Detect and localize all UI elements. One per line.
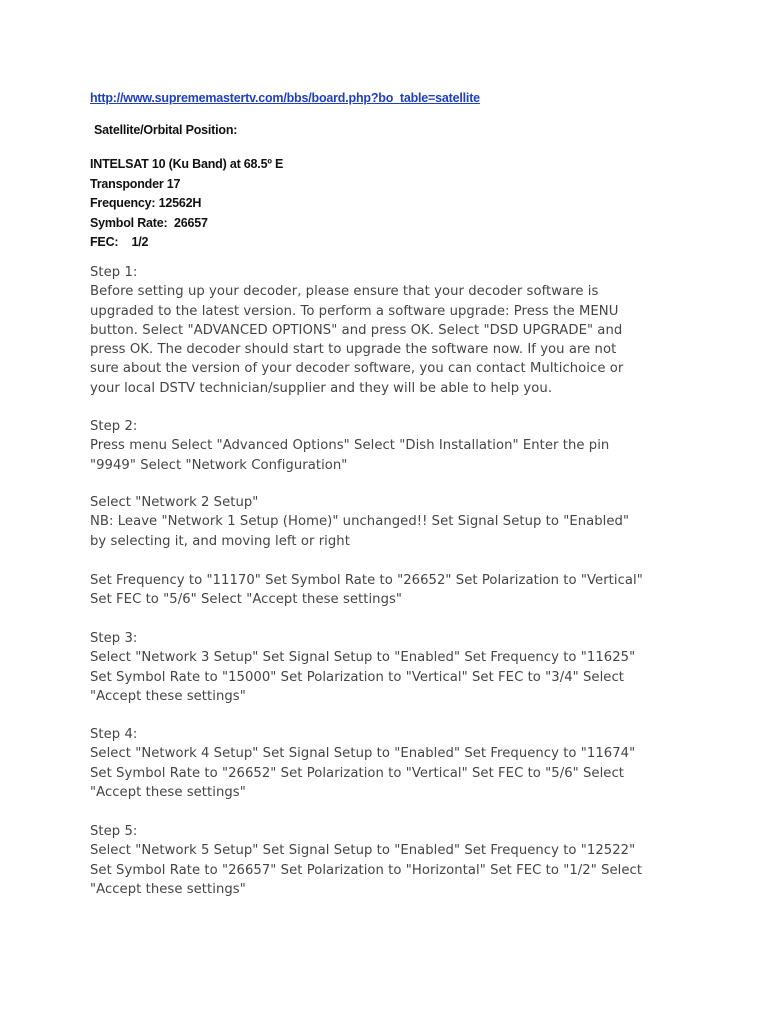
paragraph-line: Select "Network 3 Setup" Set Signal Setup to "Enabled" Set Frequency to "11625" [90, 650, 636, 666]
paragraph-line: Set Symbol Rate to "15000" Set Polarization to "Vertical" Set FEC to "3/4" Select [90, 669, 624, 685]
paragraph-line: by selecting it, and moving left or right [90, 533, 350, 549]
satellite-name: INTELSAT 10 (Ku Band) at 68.5º E [90, 157, 284, 171]
paragraph-line: your local DSTV technician/supplier and they will be able to help you. [90, 380, 553, 396]
step-3-title: Step 3: [90, 631, 138, 646]
paragraph-line: "Accept these settings" [90, 881, 246, 897]
paragraph-line: "Accept these settings" [90, 784, 246, 800]
step-3-paragraph [90, 629, 635, 706]
step-4-title: Step 4: [90, 727, 138, 742]
network-2-settings-paragraph [90, 571, 643, 610]
paragraph-line: Set FEC to "5/6" Select "Accept these settings" [90, 592, 403, 608]
paragraph-line: Before setting up your decoder, please ensure that your decoder software is [90, 284, 599, 300]
step-1-title: Step 1: [90, 265, 138, 280]
paragraph-line: Select "Network 5 Setup" Set Signal Setup to "Enabled" Set Frequency to "12522" [90, 843, 636, 859]
fec: FEC: 1/2 [90, 235, 149, 249]
step-5-paragraph [90, 822, 642, 899]
paragraph-line: Select "Network 2 Setup" [90, 495, 259, 510]
paragraph-line: NB: Leave "Network 1 Setup (Home)" unchanged!! Set Signal Setup to "Enabled" [90, 514, 630, 530]
paragraph-line: "Accept these settings" [90, 688, 246, 704]
paragraph-line: button. Select "ADVANCED OPTIONS" and press OK. Select "DSD UPGRADE" and [90, 322, 623, 338]
step-2-title: Step 2: [90, 419, 138, 434]
symbol-rate: Symbol Rate: 26657 [90, 215, 208, 230]
transponder: Transponder 17 [90, 176, 181, 191]
paragraph-line: Press menu Select "Advanced Options" Select "Dish Installation" Enter the pin [90, 438, 610, 454]
satellite-heading: Satellite/Orbital Position: [94, 123, 238, 137]
step-5-title: Step 5: [90, 824, 138, 839]
paragraph-line: "9949" Select "Network Configuration" [90, 457, 348, 473]
paragraph-line: sure about the version of your decoder software, you can contact Multichoice or [90, 361, 624, 377]
paragraph-line: Set Symbol Rate to "26657" Set Polarization to "Horizontal" Set FEC to "1/2" Select [90, 862, 643, 878]
paragraph-line: Set Symbol Rate to "26652" Set Polarization to "Vertical" Set FEC to "5/6" Select [90, 765, 624, 781]
frequency: Frequency: 12562H [90, 196, 202, 210]
source-link[interactable]: http://www.suprememastertv.com/bbs/board.php?bo_table=satellite [90, 91, 480, 105]
step-1-paragraph [90, 263, 623, 398]
paragraph-line: Set Frequency to "11170" Set Symbol Rate to "26652" Set Polarization to "Vertical" [90, 573, 643, 588]
step-4-paragraph [90, 725, 635, 802]
paragraph-line: press OK. The decoder should start to upgrade the software now. If you are not [90, 342, 617, 358]
network-2-paragraph [90, 493, 629, 551]
step-2-paragraph [90, 417, 609, 475]
paragraph-line: upgraded to the latest version. To perform a software upgrade: Press the MENU [90, 303, 619, 319]
satellite-details [90, 155, 283, 253]
paragraph-line: Select "Network 4 Setup" Set Signal Setup to "Enabled" Set Frequency to "11674" [90, 746, 636, 762]
